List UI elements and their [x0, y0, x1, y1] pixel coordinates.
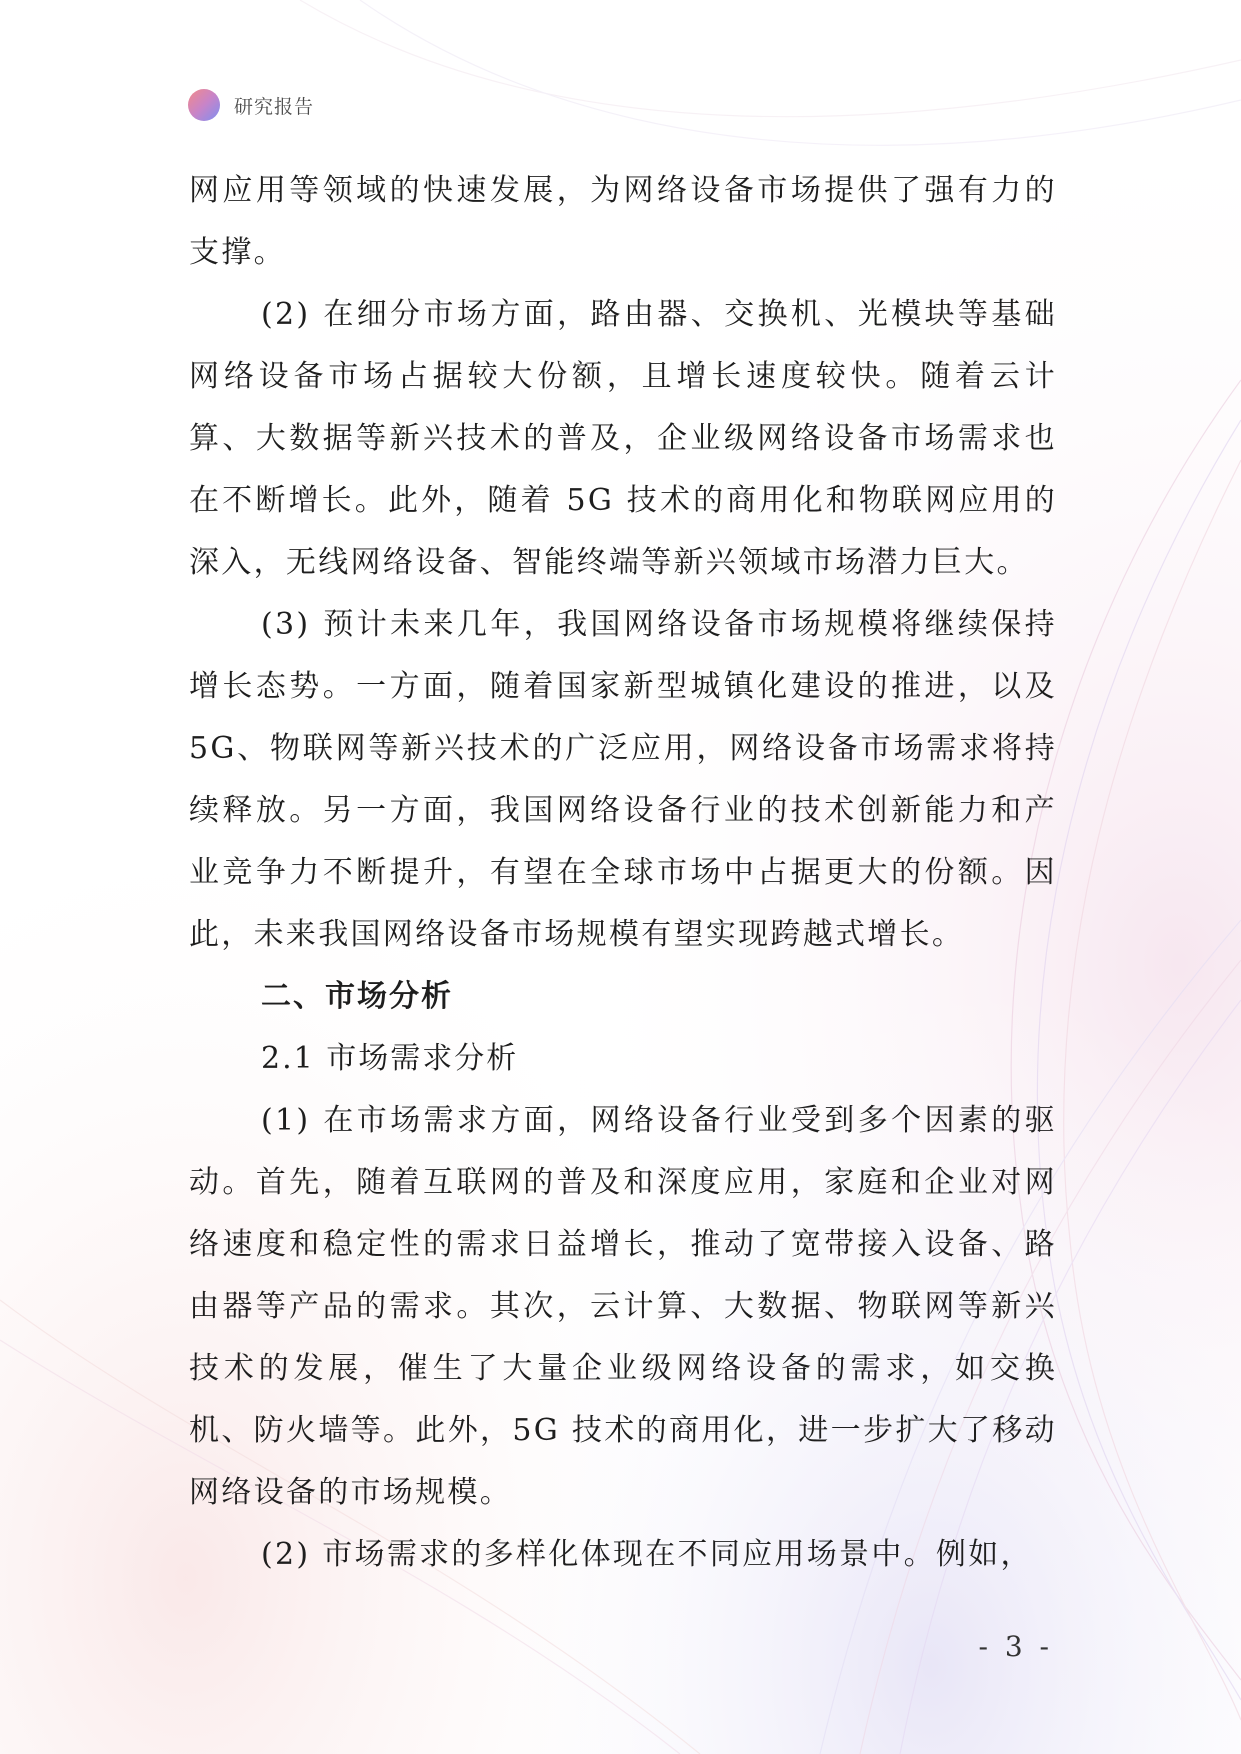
paragraph-demand-1: (1) 在市场需求方面，网络设备行业受到多个因素的驱动。首先，随着互联网的普及和深度应用，家庭和企业对网络速度和稳定性的需求日益增长，推动了宽带接入设备、路由器等产品的需求。其次，云计算、大数据、物联网等新兴技术的发展，催生了大量企业级网络设备的需求，如交换机、防火墙等。此外，5G 技术的商用化，进一步扩大了移动网络设备的市场规模。: [189, 1103, 1057, 1510]
page-number: - 3 -: [978, 1630, 1053, 1663]
document-body: [189, 160, 1057, 1586]
paragraph-demand-2: (2) 市场需求的多样化体现在不同应用场景中。例如，: [261, 1537, 1033, 1572]
paragraph-3: (3) 预计未来几年，我国网络设备市场规模将继续保持增长态势。一方面，随着国家新型城镇化建设的推进，以及5G、物联网等新兴技术的广泛应用，网络设备市场需求将持续释放。另一方面，我国网络设备行业的技术创新能力和产业竞争力不断提升，有望在全球市场中占据更大的份额。因此，未来我国网络设备市场规模有望实现跨越式增长。: [189, 607, 1057, 952]
logo-icon: [188, 89, 220, 121]
section-subheading: 2.1 市场需求分析: [261, 1041, 519, 1076]
section-heading: 二、市场分析: [261, 979, 453, 1014]
page-header: [188, 88, 314, 122]
paragraph-2: (2) 在细分市场方面，路由器、交换机、光模块等基础网络设备市场占据较大份额，且增长速度较快。随着云计算、大数据等新兴技术的普及，企业级网络设备市场需求也在不断增长。此外，随着 5G 技术的商用化和物联网应用的深入，无线网络设备、智能终端等新兴领域市场潜力巨大。: [189, 297, 1057, 580]
header-title: 研究报告: [234, 95, 315, 118]
paragraph-continued: 网应用等领域的快速发展，为网络设备市场提供了强有力的支撑。: [189, 173, 1057, 270]
